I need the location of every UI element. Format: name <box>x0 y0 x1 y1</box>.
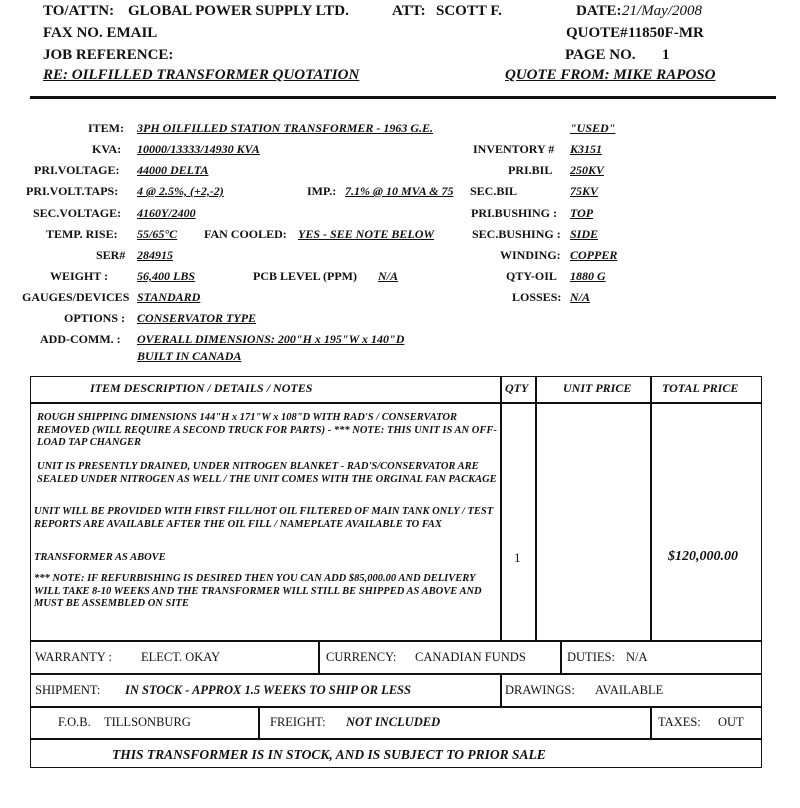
to-attn-label: TO/ATTN: <box>43 3 115 19</box>
col-header-description: ITEM DESCRIPTION / DETAILS / NOTES <box>90 381 313 395</box>
shipment-divider <box>500 673 502 706</box>
note-transformer-as-above: TRANSFORMER AS ABOVE <box>34 552 166 563</box>
item-label: ITEM: <box>88 121 124 135</box>
pri-taps-value: 4 @ 2.5%, (+2,-2) <box>137 184 224 198</box>
note-first-fill: UNIT WILL BE PROVIDED WITH FIRST FILL/HOT OIL FILTERED OF MAIN TANK ONLY / TEST REPORTS ARE AVAILABLE AFTER THE OIL FILL / NAMEPLATE AVAILABLE TO FAX <box>34 506 494 530</box>
inventory-value: K3151 <box>570 142 603 156</box>
quote-label: QUOTE# <box>566 25 628 41</box>
warranty-value: ELECT. OKAY <box>141 650 221 664</box>
drawings-value: AVAILABLE <box>595 683 664 697</box>
add-comm-label: ADD-COMM. : <box>40 332 121 346</box>
kva-label: KVA: <box>92 142 122 156</box>
sec-bushing-value: SIDE <box>570 227 599 241</box>
duties-label: DUTIES: <box>567 650 615 664</box>
temp-rise-label: TEMP. RISE: <box>46 227 118 241</box>
used-value: "USED" <box>570 121 616 135</box>
col-divider-qty <box>500 376 502 640</box>
inventory-label: INVENTORY # <box>473 142 555 156</box>
pri-voltage-label: PRI.VOLTAGE: <box>34 163 120 177</box>
row-divider-4 <box>30 738 762 740</box>
pcb-level-label: PCB LEVEL (PPM) <box>253 269 357 283</box>
freight-label: FREIGHT: <box>270 715 326 729</box>
note-shipping-dimensions: ROUGH SHIPPING DIMENSIONS 144"H x 171"W x 108"D WITH RAD'S / CONSERVATOR REMOVED (WILL REQUIRE A SECOND TRUCK FOR PARTS) - *** NOTE: THIS UNIT IS AN OFF-LOAD TAP CHANGER <box>37 412 497 448</box>
qty-oil-value: 1880 G <box>570 269 606 283</box>
freight-value: NOT INCLUDED <box>346 715 441 729</box>
col-header-unit-price: UNIT PRICE <box>563 381 632 395</box>
pri-bil-label: PRI.BIL <box>508 163 553 177</box>
pcb-level-value: N/A <box>378 269 399 283</box>
taxes-value: OUT <box>718 715 744 729</box>
losses-value: N/A <box>570 290 591 304</box>
winding-value: COPPER <box>570 248 618 262</box>
final-note: THIS TRANSFORMER IS IN STOCK, AND IS SUBJECT TO PRIOR SALE <box>112 747 546 762</box>
item-value: 3PH OILFILLED STATION TRANSFORMER - 1963 G.E. <box>137 121 434 135</box>
date-label: DATE: <box>576 3 622 19</box>
losses-label: LOSSES: <box>512 290 562 304</box>
gauges-label: GAUGES/DEVICES <box>22 290 130 304</box>
pri-bushing-value: TOP <box>570 206 594 220</box>
imp-value: 7.1% @ 10 MVA & 75 <box>345 184 454 198</box>
imp-label: IMP.: <box>307 184 337 198</box>
temp-rise-value: 55/65°C <box>137 227 178 241</box>
gauges-value: STANDARD <box>137 290 201 304</box>
pri-bil-value: 250KV <box>570 163 605 177</box>
col-header-qty: QTY <box>505 381 529 395</box>
kva-value: 10000/13333/14930 KVA <box>137 142 260 156</box>
job-reference-label: JOB REFERENCE: <box>43 47 174 63</box>
warranty-divider <box>318 640 320 673</box>
ser-label: SER# <box>96 248 126 262</box>
sec-bil-label: SEC.BIL <box>470 184 518 198</box>
qty-oil-label: QTY-OIL <box>506 269 557 283</box>
quote-value: 11850F-MR <box>628 25 704 41</box>
page-value: 1 <box>662 47 670 63</box>
currency-value: CANADIAN FUNDS <box>415 650 526 664</box>
total-price-value: $120,000.00 <box>668 549 738 564</box>
shipment-value: IN STOCK - APPROX 1.5 WEEKS TO SHIP OR LESS <box>125 683 411 697</box>
sec-bushing-label: SEC.BUSHING : <box>472 227 561 241</box>
row-divider-1 <box>30 640 762 642</box>
duties-value: N/A <box>626 650 648 664</box>
fan-cooled-label: FAN COOLED: <box>204 227 287 241</box>
att-label: ATT: <box>392 3 426 19</box>
sec-voltage-value: 4160Y/2400 <box>137 206 196 220</box>
quote-from: QUOTE FROM: MIKE RAPOSO <box>505 67 716 83</box>
col-divider-total <box>650 376 652 640</box>
pri-bushing-label: PRI.BUSHING : <box>471 206 558 220</box>
pri-taps-label: PRI.VOLT.TAPS: <box>26 184 119 198</box>
sec-bil-value: 75KV <box>570 184 599 198</box>
att-value: SCOTT F. <box>436 3 502 19</box>
fob-label: F.O.B. <box>58 715 91 729</box>
to-attn-value: GLOBAL POWER SUPPLY LTD. <box>128 3 349 19</box>
sec-voltage-label: SEC.VOLTAGE: <box>33 206 122 220</box>
options-value: CONSERVATOR TYPE <box>137 311 257 325</box>
fax-label: FAX NO. EMAIL <box>43 25 158 41</box>
shipment-label: SHIPMENT: <box>35 683 101 697</box>
page-label: PAGE NO. <box>565 47 636 63</box>
fob-divider <box>258 706 260 738</box>
header-divider <box>30 96 776 99</box>
note-refurbishing: *** NOTE: IF REFURBISHING IS DESIRED THEN YOU CAN ADD $85,000.00 AND DELIVERY WILL TAKE 8-10 WEEKS AND THE TRANSFORMER WILL STILL BE SHIPPED AS ABOVE AND MUST BE ASSEMBLED ON SITE <box>34 573 482 609</box>
weight-value: 56,400 LBS <box>137 269 196 283</box>
add-comm-value-dimensions: OVERALL DIMENSIONS: 200"H x 195"W x 140"D <box>137 332 405 346</box>
col-divider-unit <box>535 376 537 640</box>
drawings-label: DRAWINGS: <box>505 683 575 697</box>
qty-value: 1 <box>514 550 521 565</box>
row-divider-3 <box>30 706 762 708</box>
table-header-divider <box>30 402 762 404</box>
ser-value: 284915 <box>137 248 173 262</box>
weight-label: WEIGHT : <box>50 269 109 283</box>
row-divider-2 <box>30 673 762 675</box>
date-value: 21/May/2008 <box>622 3 702 19</box>
taxes-label: TAXES: <box>658 715 701 729</box>
col-header-total-price: TOTAL PRICE <box>662 381 739 395</box>
fob-value: TILLSONBURG <box>104 715 191 729</box>
winding-label: WINDING: <box>500 248 561 262</box>
add-comm-value-built: BUILT IN CANADA <box>137 349 242 363</box>
freight-divider <box>650 706 652 738</box>
fan-cooled-value: YES - SEE NOTE BELOW <box>298 227 435 241</box>
re-line: RE: OILFILLED TRANSFORMER QUOTATION <box>43 67 360 83</box>
note-drained: UNIT IS PRESENTLY DRAINED, UNDER NITROGEN BLANKET - RAD'S/CONSERVATOR ARE SEALED UNDER NITROGEN AS WELL / THE UNIT COMES WITH THE ORGINAL FAN PACKAGE <box>37 461 497 485</box>
currency-label: CURRENCY: <box>326 650 397 664</box>
options-label: OPTIONS : <box>64 311 126 325</box>
currency-divider <box>560 640 562 673</box>
pri-voltage-value: 44000 DELTA <box>137 163 209 177</box>
warranty-label: WARRANTY : <box>35 650 112 664</box>
